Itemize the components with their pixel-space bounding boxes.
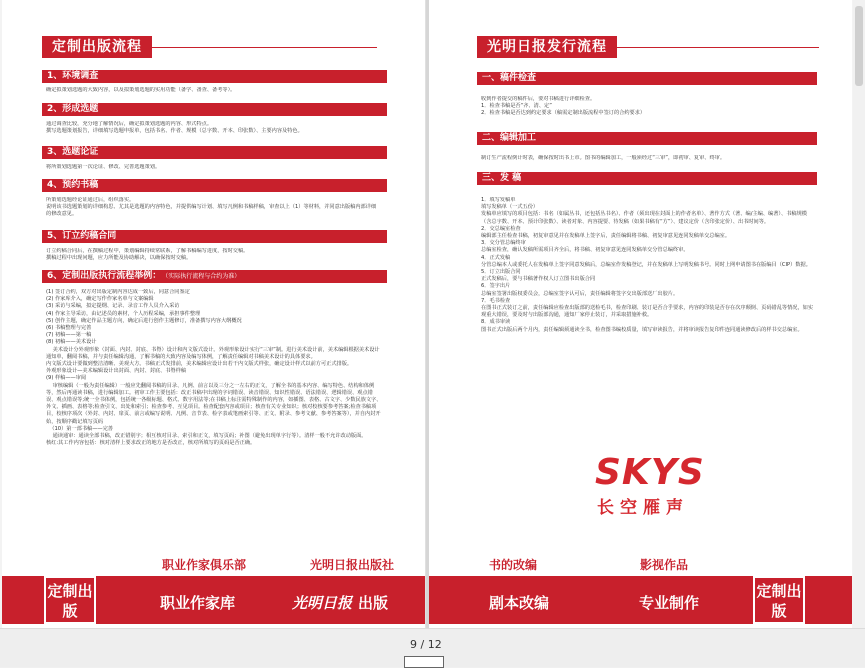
section-body: 制订生产流程倒计时表，确保按时出书上市。图书的编辑加工，一般须经过“三审”，即初审、复审、终审。 (481, 155, 726, 161)
vertical-scrollbar[interactable] (853, 0, 865, 628)
section-body: 1．填写发稿单 填写发稿单（一式五份） 发稿单应填写的项目包括：书名（如属丛书，还包括丛书名）、作者（须出现在封面上的作者名单）、著作方式（著、编/主编、编著）、书稿规模（含总字数、开本、预计印张数）、读者对象、内容提要、待发稿（如果书稿有“方”）、建议定价（含印张定价）、出书时间等。 2．交总编室检查 编辑部主任检查书稿，初复审意见并在发稿单上签字后，责任编辑将书稿、初复审意见连同发稿单交总编室。 3．交分管总编终审 总编室检查，确认发稿所需项目齐全后，将书稿、初复审意见连同发稿单交分管总编终审。 4．正式发稿 分管总编本人或委托人在发稿单上签字同意发稿后，总编室作发稿登记，并在发稿单上写明发稿书号。同时上网申请图书在版编目（CIP）数据。 5．订立出版合同 正式发稿后，要与书稿著作权人订立图书出版合同 6．签字出片 总编室签署出版权委员会，总编室签字认可后，责任编辑将签字交出版部送厂出胶片。 7．毛书检查 在图书正式装订之前，责任编辑应检查出版部的送检毛书，检查印刷、装订是否合乎要求，内容的印装是否存在次序颠倒、页码错乱等情况，如实观重大错误，要及时与出版部沟通，通知厂家停止装订，并采取措施补救。 8．成书审读 图书正式出版后两个月内，责任编辑须通读全书，检查图书编校质量，填写审读报告，并将审读报告复印件连同通读修改后的样书交总编室。 (481, 197, 814, 333)
section-body: 通过调查比较，充分地了解情况后，确定拟策划选题的内容、形式特点。 撰写选题策划报告，详细填写选题申报单，包括书名、作者、规模（总字数、开本、印张数）、主要内容及特色。 (46, 121, 303, 135)
section-body: 订立约稿合同后，在撰稿过程中，策划编辑持续常联系，了解书稿编写进度，按时交稿。 撰稿过程中出现问题，应力所能及协助解决，以确保按时交稿。 (46, 248, 249, 262)
right-page (429, 0, 852, 628)
section-heading: 1、环境调查 (42, 70, 387, 83)
right-page-title: 光明日报发行流程 (477, 36, 617, 58)
skys-logo (595, 452, 735, 518)
custom-publish-box: 定制出版 (753, 576, 805, 624)
page-thumbnail[interactable] (404, 656, 444, 668)
strip-label: 出版 (358, 594, 389, 612)
section-body: 收到作者提交的稿件后，要对书稿进行详细检查。 1．检查书稿是否“齐、清、定” 2．检查书稿是否达到约定要求（稿需定制出版流程中签订的合约要求） (481, 96, 646, 117)
footer-label: 光明日报出版社 (310, 558, 395, 572)
custom-publish-box: 定制出版 (44, 576, 96, 624)
guangming-logo-text: 光明日报 (292, 594, 353, 612)
section-heading: 4、预约书稿 (42, 179, 387, 192)
section-6-hint: （实际执行流程与合约为准） (165, 273, 241, 280)
scrollbar-thumb[interactable] (855, 6, 863, 86)
title-rule (589, 47, 819, 48)
strip-label: 职业作家库 (160, 594, 236, 612)
section-6-title: 6、定制出版执行流程举例： (47, 271, 162, 281)
left-page (2, 0, 426, 628)
logo-chinese: 长空雁声 (597, 498, 689, 518)
section-heading: 3、选题论证 (42, 146, 387, 159)
footer-label: 职业作家俱乐部 (162, 558, 247, 572)
strip-label: 剧本改编 (489, 594, 550, 612)
section-heading: 5、订立约稿合同 (42, 230, 387, 243)
section-body: 所策划选题经论证通过后，组织落实。 说明该书选题策划的详细构思、尤其是选题的内容特色，并提供编写计划、填写凡例和书稿样稿，审查以上（1）等材料，并同意出版稿内部详细的修改意见。 (46, 197, 377, 218)
section-body: 将所策划选题第一次论证、修改、完善选题策划。 (46, 164, 161, 170)
section-heading: 一、稿件检查 (477, 72, 817, 85)
section-heading: 三、发 稿 (477, 172, 817, 185)
section-heading-6 (42, 270, 387, 283)
footer-label: 影视作品 (640, 558, 689, 572)
logo-english: SKYS (595, 452, 705, 493)
section-heading: 二、编辑加工 (477, 132, 817, 145)
section-body: 确定拟策划选题的大致内容，以及拟策划选题的实用功能（备学、备查、备考等）。 (46, 87, 236, 93)
viewer-statusbar (0, 628, 865, 667)
left-page-title: 定制出版流程 (42, 36, 152, 58)
footer-label: 书的改编 (489, 558, 538, 572)
page-indicator: 9 / 12 (410, 638, 442, 651)
section-heading: 2、形成选题 (42, 103, 387, 116)
section-6-body: (1) 签订合约，双方对出版定制内容达成一致后，同意合同鉴定 (2) 作家库介入，确定写作作家名单与文案编辑 (3) 采访与采编，拟定提纲、记录、录音工作人员介入采访 (4) 作家主导采访，由记述员的素材，个人历程采编，承担事件整理 (5) 创作主题，确定作品主题方向，确定后进行创作主题修订，准备撰写内容大纲概况 (6) 书稿整理与完善 (7) 初稿——第一稿 (8) 初稿——美术设计 美术设计分外观形象（封面、内封、封底、书脊）设计和内文版式设计。外观形象设计实行“三审”制。进行美术设计前，美术编辑根据美术设计通知单，翻阅书稿，并与责任编辑沟通，了解书稿的大致内容及编写体例，了解责任编辑对书稿美术设计的具体要求。 内文版式设计要做到整洁清晰、美观大方。书稿正式发排前，美术编辑应设计出若干内文版式样张，确定设计样式以前方可正式排版。 外观形象设计—美术编辑设计出封面、内封、封底、书脊样稿 (9) 样稿——审阅 审核编辑（一般为责任编辑）一般应先翻阅书稿的目录、凡例、前言以及三分之一左右的正文，了解全书的基本内容、编写特色、结构和体例等，然后再通读书稿，进行编辑加工。初审工作主要包括：改正书稿中出现的字词错误、读音错误、知识性错误、语法错误、逻辑错误、观点错误、观点错误等;统一全书体例，包括统一各级标题、格式、数字用法等;在书稿上标注需特殊制作的内容，如插图、表格、古文字、少数民族文字、外文、插画、表格等;检查引文、出处和索引；检查参考、互见项目。检查配套内容或项目；核查有关专业知识；核对校核要参考答案;检查书稿项目，校核序项次（外封、内封、扉页、前言或编写说明、凡例、音节表、检字表或笔画索引等、正文、附录、参考文献、参考答案等），并自内封开始，按顺序戳记填写页码 （10）第一部书稿——完善 通读通审：通读全部书稿，改正错别字；相互核对目录、索引和正文，填写页码；补图（避免出现单字行等）。清样一般不允许改动版面。 核红:其工作内容包括：核对清样上要求改正的地方是否改正，核对所填写的页码是否正确。 (46, 289, 382, 447)
strip-label: 专业制作 (639, 594, 700, 612)
